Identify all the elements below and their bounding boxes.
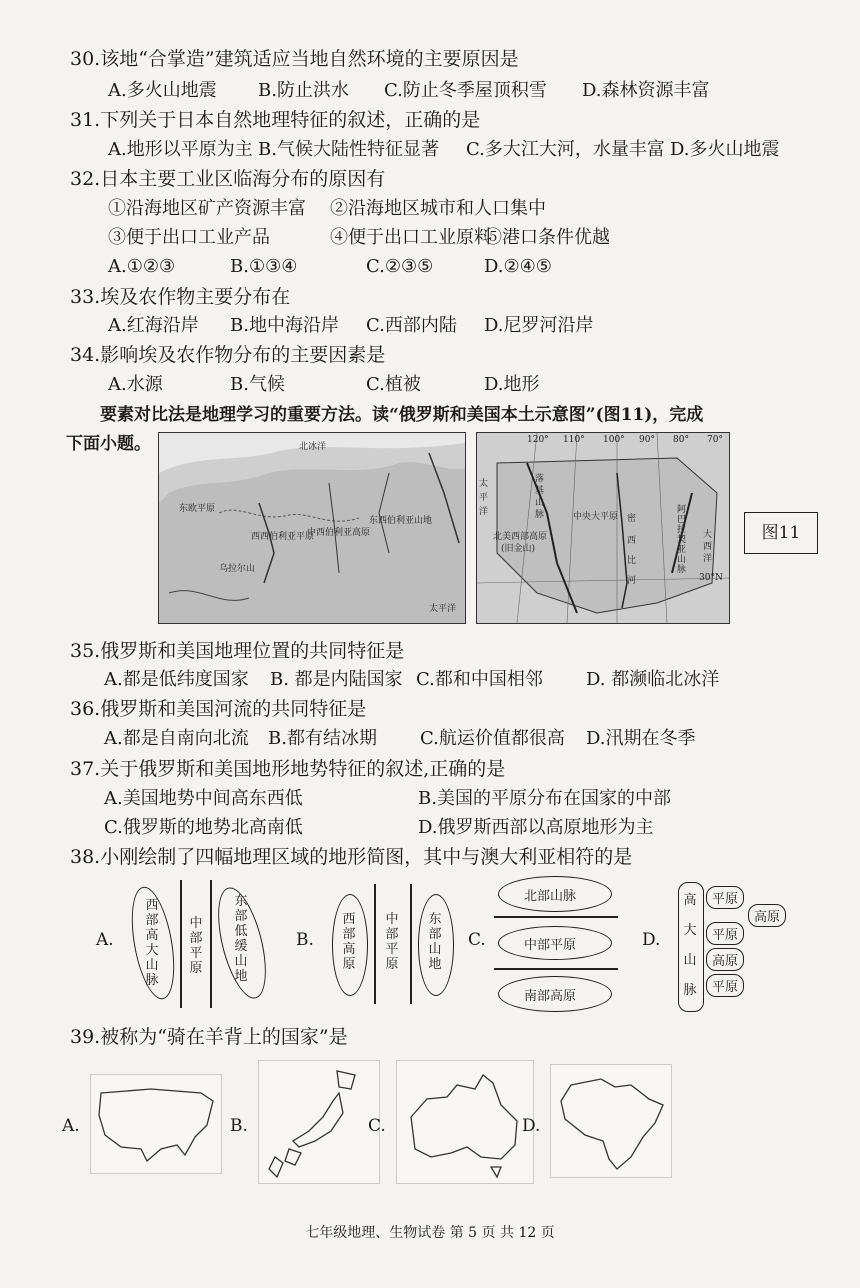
q38-label-d: D. [642, 930, 661, 950]
usa-map-tick-90: 90° [639, 435, 655, 445]
q30-option-d: D.森林资源丰富 [582, 80, 710, 101]
usa-outline-icon [91, 1075, 221, 1173]
usa-map-label-appalachian: 阿巴拉契亚山脉 [677, 505, 687, 575]
usa-map-label-mi: 密 [627, 514, 637, 524]
usa-map-label-xi: 西 [627, 536, 637, 546]
q37-stem: 37.关于俄罗斯和美国地形地势特征的叙述,正确的是 [70, 758, 506, 780]
q39-outline-brazil [550, 1064, 672, 1178]
q38-diagram-c [494, 874, 618, 1014]
usa-map-label-pacific: 太平洋 [479, 479, 489, 517]
russia-map-label-pacific: 太平洋 [429, 604, 457, 614]
q38-d-text-plateau-2: 高原 [706, 948, 744, 971]
q37-option-a: A.美国地势中间高东西低 [104, 788, 303, 809]
q39-label-a: A. [62, 1116, 80, 1136]
q37-option-d: D.俄罗斯西部以高原地形为主 [418, 817, 654, 838]
q31-option-a: A.地形以平原为主 [108, 139, 253, 160]
q35-stem: 35.俄罗斯和美国地理位置的共同特征是 [70, 640, 405, 662]
figure-label: 图11 [744, 512, 818, 554]
q33-option-d: D.尼罗河沿岸 [484, 315, 594, 336]
q32-statement-3: ③便于出口工业产品 [108, 227, 270, 248]
q30-option-c: C.防止冬季屋顶积雪 [384, 80, 547, 101]
usa-map-label-central-plains: 中央大平原 [573, 512, 619, 522]
q31-option-d: D.多火山地震 [670, 139, 780, 160]
q33-option-c: C.西部内陆 [366, 315, 457, 336]
q38-diagram-d [676, 880, 796, 1016]
q32-option-a: A.①②③ [108, 256, 176, 277]
q32-option-c: C.②③⑤ [366, 256, 434, 277]
q31-stem: 31.下列关于日本自然地理特征的叙述，正确的是 [70, 109, 481, 131]
q38-d-text-plain-3: 平原 [706, 974, 744, 997]
page-footer: 七年级地理、生物试卷 第 5 页 共 12 页 [305, 1225, 555, 1241]
q34-option-c: C.植被 [366, 374, 421, 395]
russia-map-label-east-european: 东欧平原 [179, 504, 216, 514]
usa-map-label-rocky: 落基山脉 [535, 474, 545, 520]
usa-map-label-he: 河 [627, 576, 637, 586]
russia-map-label-ural: 乌拉尔山 [219, 564, 256, 574]
q32-statement-4: ④便于出口工业原料 [330, 227, 492, 248]
q38-label-b: B. [296, 930, 314, 950]
q34-option-b: B.气候 [230, 374, 285, 395]
australia-outline-icon [397, 1061, 533, 1183]
usa-map-tick-120: 120° [527, 435, 549, 445]
usa-map-drawing [477, 433, 729, 623]
q31-option-b: B.气候大陆性特征显著 [258, 139, 439, 160]
usa-map-label-western-plateau: 北美西部高原 [493, 532, 548, 542]
usa-map-tick-110: 110° [563, 435, 585, 445]
q38-a-text-east: 东部低缓山地 [234, 894, 248, 984]
russia-map [158, 432, 466, 624]
q33-stem: 33.埃及农作物主要分布在 [70, 286, 291, 308]
q34-stem: 34.影响埃及农作物分布的主要因素是 [70, 344, 386, 366]
q38-d-text-plain-1: 平原 [706, 886, 744, 909]
q32-statement-2: ②沿海地区城市和人口集中 [330, 198, 546, 219]
q38-c-text-south: 南部高原 [524, 989, 577, 1004]
usa-map-label-atlantic: 大西洋 [703, 530, 713, 564]
q35-option-c: C.都和中国相邻 [416, 669, 543, 690]
q38-d-text-mountains: 高大山脉 [683, 893, 697, 998]
q37-option-c: C.俄罗斯的地势北高南低 [104, 817, 303, 838]
q33-option-b: B.地中海沿岸 [230, 315, 339, 336]
q32-option-b: B.①③④ [230, 256, 298, 277]
usa-map-label-30n: 30°N [699, 573, 723, 583]
q31-option-c: C.多大江大河，水量丰富 [466, 139, 665, 160]
usa-map-label-san-francisco: (旧金山) [501, 544, 536, 554]
q37-option-b: B.美国的平原分布在国家的中部 [418, 788, 671, 809]
q35-option-a: A.都是低纬度国家 [104, 669, 249, 690]
q36-option-b: B.都有结冰期 [268, 728, 377, 749]
usa-map-tick-70: 70° [707, 435, 723, 445]
q38-diagram-b [330, 884, 460, 1006]
russia-map-label-west-siberian: 西西伯利亚平原 [251, 532, 315, 542]
q35-option-d: D. 都濒临北冰洋 [586, 669, 720, 690]
q33-option-a: A.红海沿岸 [108, 315, 199, 336]
q38-d-text-plateau-1: 高原 [748, 904, 786, 927]
q38-stem: 38.小刚绘制了四幅地理区域的地形简图，其中与澳大利亚相符的是 [70, 846, 633, 868]
q36-option-a: A.都是自南向北流 [104, 728, 249, 749]
russia-map-label-central-siberian: 中西伯利亚高原 [307, 528, 371, 538]
q32-option-d: D.②④⑤ [484, 256, 552, 277]
q39-stem: 39.被称为“骑在羊背上的国家”是 [70, 1026, 348, 1048]
usa-map-label-bi: 比 [627, 556, 637, 566]
q32-statement-5: ⑤港口条件优越 [484, 227, 610, 248]
q38-label-c: C. [468, 930, 486, 950]
usa-map-tick-100: 100° [603, 435, 625, 445]
usa-map [476, 432, 730, 624]
q38-a-text-west: 西部高大山脉 [145, 898, 159, 988]
russia-map-label-arctic: 北冰洋 [299, 442, 327, 452]
q38-d-text-plain-2: 平原 [706, 922, 744, 945]
q39-outline-usa [90, 1074, 222, 1174]
q38-b-text-east: 东部山地 [428, 912, 442, 972]
q32-stem: 32.日本主要工业区临海分布的原因有 [70, 168, 386, 190]
q30-option-b: B.防止洪水 [258, 80, 349, 101]
q39-outline-australia [396, 1060, 534, 1184]
q38-label-a: A. [96, 930, 114, 950]
q38-c-text-north: 北部山脉 [524, 889, 577, 904]
intro-line-1: 要素对比法是地理学习的重要方法。读“俄罗斯和美国本土示意图”(图11)，完成 [100, 405, 704, 425]
usa-map-tick-80: 80° [673, 435, 689, 445]
brazil-outline-icon [551, 1065, 671, 1177]
q30-stem: 30.该地“合掌造”建筑适应当地自然环境的主要原因是 [70, 48, 519, 70]
q38-b-text-central: 中部平原 [385, 912, 399, 972]
q38-diagram-a [130, 880, 270, 1010]
q36-option-c: C.航运价值都很高 [420, 728, 565, 749]
q39-label-c: C. [368, 1116, 386, 1136]
q32-statement-1: ①沿海地区矿产资源丰富 [108, 198, 306, 219]
q36-option-d: D.汛期在冬季 [586, 728, 696, 749]
q34-option-a: A.水源 [108, 374, 163, 395]
q38-c-text-central: 中部平原 [524, 938, 577, 953]
q38-b-text-west: 西部高原 [342, 912, 356, 972]
q36-stem: 36.俄罗斯和美国河流的共同特征是 [70, 698, 367, 720]
q38-a-text-central: 中部平原 [189, 916, 203, 976]
q35-option-b: B. 都是内陆国家 [270, 669, 403, 690]
q39-label-d: D. [522, 1116, 541, 1136]
q39-outline-japan [258, 1060, 380, 1184]
intro-line-2: 下面小题。 [66, 434, 151, 454]
q30-option-a: A.多火山地震 [108, 80, 217, 101]
japan-outline-icon [259, 1061, 379, 1183]
russia-map-label-east-siberian: 东西伯利亚山地 [369, 516, 433, 526]
q34-option-d: D.地形 [484, 374, 540, 395]
q39-label-b: B. [230, 1116, 248, 1136]
